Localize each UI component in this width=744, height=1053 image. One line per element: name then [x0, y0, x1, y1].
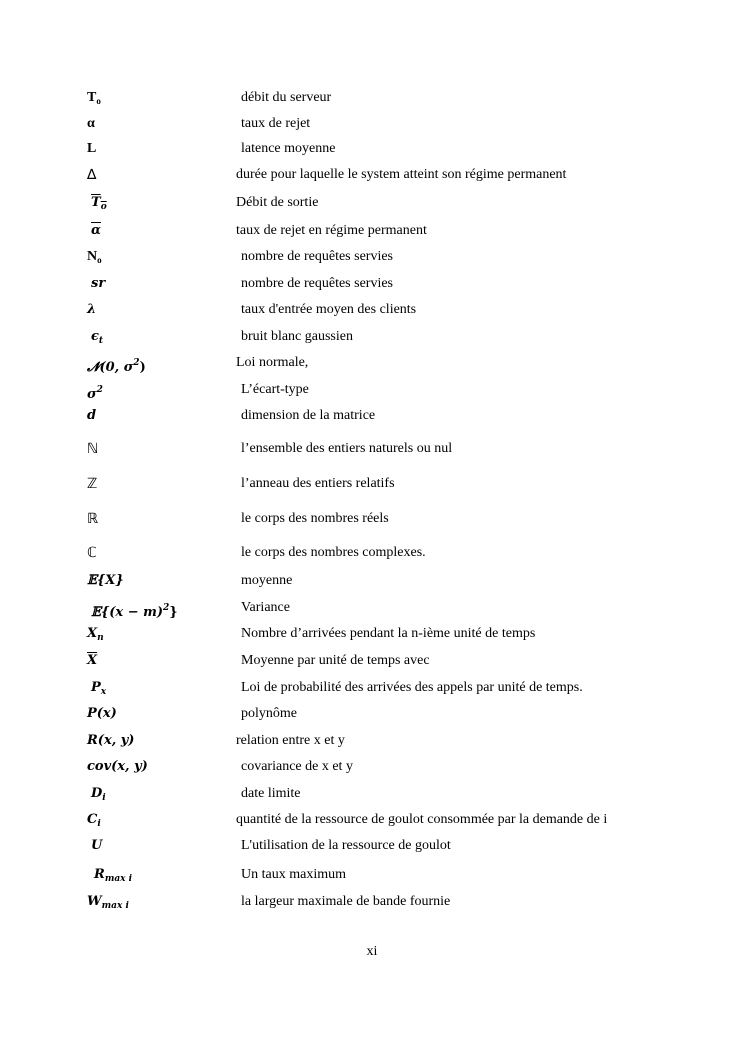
description: quantité de la ressource de goulot consommée par la demande de i	[236, 812, 608, 827]
symbol: d	[87, 408, 97, 423]
notation-row	[0, 138, 744, 160]
symbol: $\epsilon_t$	[91, 329, 104, 346]
description: L'utilisation de la ressource de goulot	[241, 838, 451, 853]
notation-row	[0, 756, 744, 778]
description: dimension de la matrice	[241, 408, 376, 423]
symbol: cov(x, y)	[87, 759, 148, 774]
page-number: xi	[366, 944, 378, 959]
symbol: ℕ	[87, 441, 99, 457]
description: Variance	[241, 600, 290, 615]
description: taux d'entrée moyen des clients	[241, 302, 417, 317]
notation-row	[0, 164, 744, 186]
symbol: U	[91, 838, 103, 853]
notation-row	[0, 192, 744, 214]
notation-row	[0, 379, 744, 401]
notation-row	[0, 438, 744, 460]
symbol: ℝ	[87, 511, 99, 527]
symbol: $\overline{\alpha}$	[91, 223, 102, 238]
notation-row	[0, 650, 744, 672]
description: covariance de x et y	[241, 759, 353, 774]
description: moyenne	[241, 573, 293, 588]
symbol: $\sigma^2$	[87, 385, 103, 402]
symbol: $D_i$	[91, 786, 106, 803]
notation-row	[0, 326, 744, 348]
notation-row	[0, 87, 744, 109]
description: Loi normale,	[236, 355, 309, 370]
notation-row	[0, 623, 744, 645]
description: débit du serveur	[241, 90, 332, 105]
notation-row	[0, 542, 744, 564]
notation-row	[0, 891, 744, 913]
notation-row	[0, 508, 744, 530]
description: Moyenne par unité de temps avec	[241, 653, 430, 668]
description: Nombre d’arrivées pendant la n-ième unité de temps	[241, 626, 536, 641]
description: la largeur maximale de bande fournie	[241, 894, 451, 909]
notation-row	[0, 835, 744, 857]
description: le corps des nombres complexes.	[241, 545, 426, 560]
description: l’ensemble des entiers naturels ou nul	[241, 441, 453, 456]
description: relation entre x et y	[236, 733, 345, 748]
symbol: λ	[87, 302, 97, 317]
notation-row	[0, 570, 744, 592]
symbol: $W_{max i}$	[87, 894, 129, 911]
notation-row	[0, 677, 744, 699]
symbol: $C_i$	[87, 812, 101, 829]
description: nombre de requêtes servies	[241, 276, 393, 291]
description: taux de rejet en régime permanent	[236, 223, 427, 238]
symbol: $T_o$	[87, 90, 101, 106]
description: date limite	[241, 786, 301, 801]
description: polynôme	[241, 706, 297, 721]
symbol: $X_n$	[87, 626, 104, 643]
notation-row	[0, 273, 744, 295]
notation-row	[0, 703, 744, 725]
description: L’écart-type	[241, 382, 309, 397]
symbol: $R_{max i}$	[94, 867, 133, 884]
notation-row	[0, 783, 744, 805]
notation-row	[0, 246, 744, 268]
symbol: 𝓝(0, $\sigma^2$)	[87, 358, 146, 375]
description: Débit de sortie	[236, 195, 319, 210]
notation-row	[0, 352, 744, 374]
description: Un taux maximum	[241, 867, 346, 882]
notation-row	[0, 299, 744, 321]
notation-row	[0, 220, 744, 242]
symbol: $P_x$	[91, 680, 107, 697]
symbol: R(x, y)	[87, 733, 135, 748]
symbol: P(x)	[87, 706, 117, 721]
symbol: 𝔼{X}	[87, 573, 124, 588]
notation-row	[0, 597, 744, 619]
symbol: α	[87, 116, 95, 131]
symbol: $N_o$	[87, 249, 102, 265]
notation-row	[0, 405, 744, 427]
description: taux de rejet	[241, 116, 311, 131]
symbol: ℂ	[87, 545, 97, 561]
symbol: $T_o$	[91, 195, 107, 212]
notation-row	[0, 473, 744, 495]
symbol: L	[87, 141, 97, 156]
description: durée pour laquelle le system atteint son régime permanent	[236, 167, 567, 182]
description: bruit blanc gaussien	[241, 329, 353, 344]
symbol: 𝔼{(x − m)$^2$}	[91, 603, 178, 620]
notation-row	[0, 864, 744, 886]
symbol: sr	[91, 276, 106, 291]
notation-row	[0, 113, 744, 135]
description: latence moyenne	[241, 141, 336, 156]
symbol: ∆	[87, 167, 97, 183]
symbol: $\overline{X}$	[87, 653, 98, 668]
description: Loi de probabilité des arrivées des appels par unité de temps.	[241, 680, 583, 695]
notation-row	[0, 809, 744, 831]
description: le corps des nombres réels	[241, 511, 389, 526]
description: nombre de requêtes servies	[241, 249, 393, 264]
symbol: ℤ	[87, 476, 98, 492]
notation-row	[0, 730, 744, 752]
description: l’anneau des entiers relatifs	[241, 476, 395, 491]
